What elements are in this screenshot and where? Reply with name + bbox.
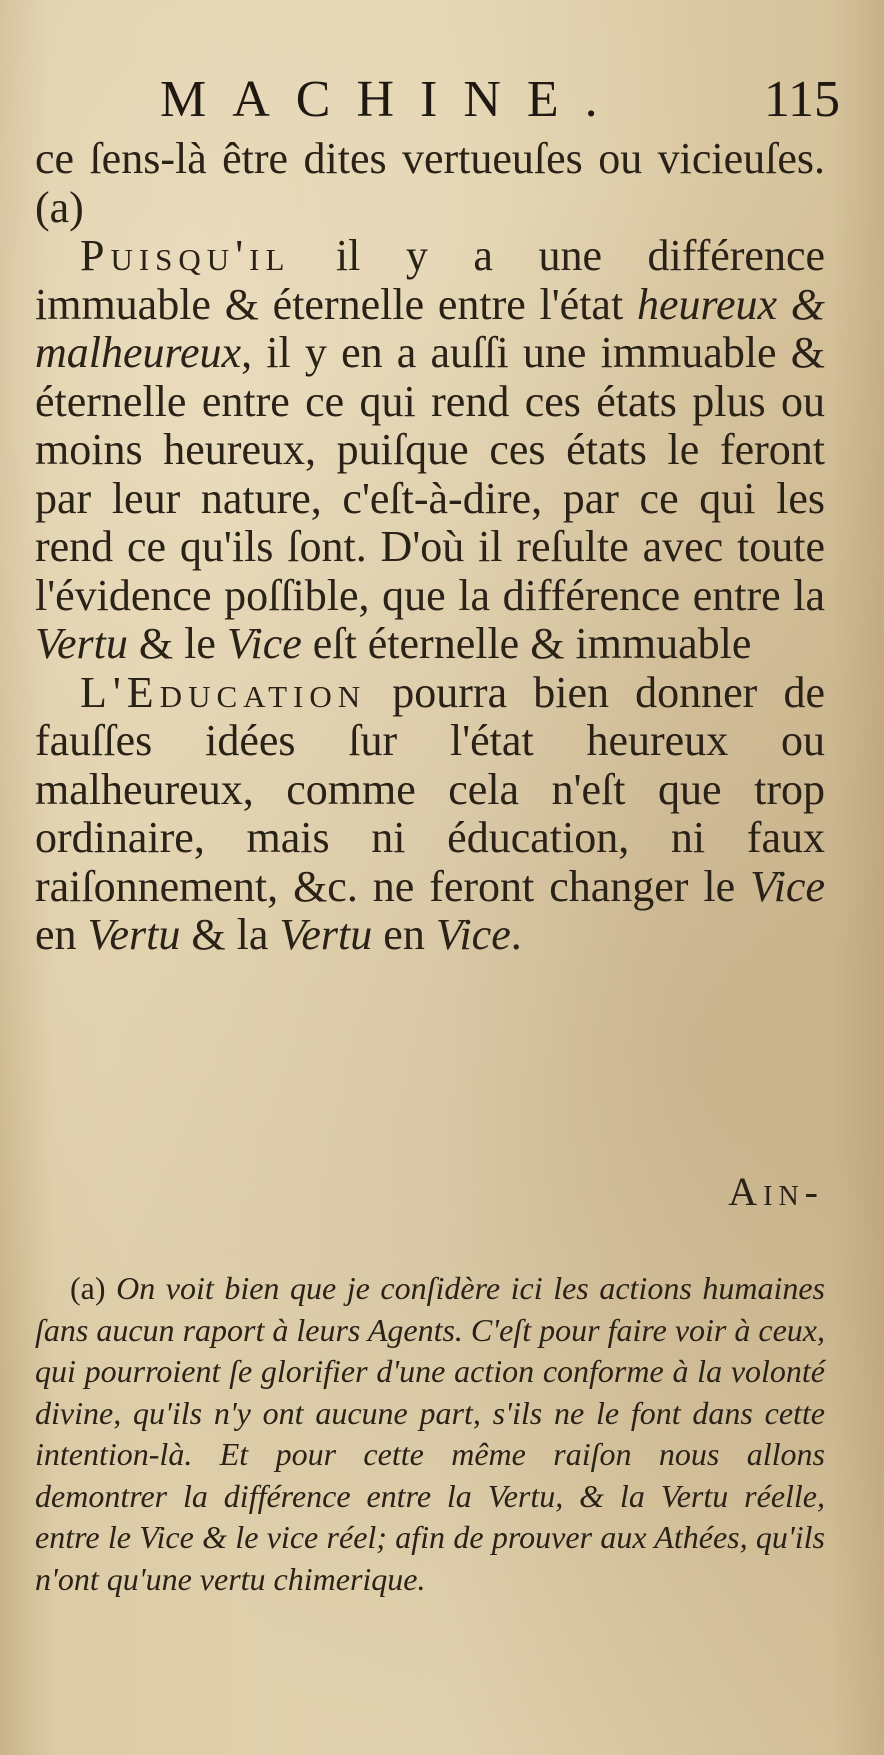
page-header — [160, 70, 840, 130]
paragraph-2-text-b: , il y en a auſſi une immuable & éternelle entre ce qui rend ces états plus ou moins heureux, puiſque ces états le feront par leur nature, c'eſt-à-dire, par ce qui les rend ce qu'ils ſont. D'où il reſulte avec toute l'évidence poſſible, que la différence entre la — [35, 328, 825, 620]
paragraph-3-text-c: & la — [180, 910, 280, 959]
paragraph-2 — [35, 232, 825, 669]
paragraph-2-italic: heureux & malheureux — [35, 279, 825, 377]
paragraph-1 — [35, 135, 825, 232]
paragraph-2-lead: Puisqu'il — [80, 231, 291, 280]
paragraph-3-vice-1: Vice — [750, 861, 825, 911]
paragraph-2-vertu: Vertu — [35, 619, 128, 668]
paragraph-3-lead: L'Education — [80, 667, 367, 717]
paragraph-2-vice: Vice — [226, 619, 302, 668]
paragraph-3 — [35, 669, 825, 960]
paragraph-3-text-a: pourra bien donner de fauſſes idées ſur l'état heureux ou malheureux, comme cela n'eſt que trop ordinaire, mais ni éducation, ni faux raiſonnement, &c. ne feront changer le — [35, 667, 825, 911]
page-number: 115 — [763, 71, 840, 128]
paragraph-3-vice-2: Vice — [435, 910, 511, 959]
paragraph-3-text-b: en — [35, 910, 88, 959]
paragraph-1-text: ce ſens-là être dites vertueuſes ou vicieuſes. (a) — [35, 134, 825, 232]
main-text — [35, 135, 825, 960]
footnote-mark: (a) — [70, 1270, 106, 1306]
paragraph-3-text-e: . — [510, 910, 522, 959]
running-title: MACHINE. — [160, 71, 624, 128]
paragraph-3-vertu-1: Vertu — [87, 910, 181, 959]
footnote-paragraph — [35, 1268, 825, 1600]
paragraph-2-text-d: eſt éternelle & immuable — [301, 619, 752, 668]
footnote-text: On voit bien que je conſidère ici les actions humaines ſans aucun raport à leurs Agents. C'eſt pour faire voir à ceux, qui pourroient ſe glorifier d'une action conforme à la volonté divine, qu'ils n'y ont aucune part, s'ils ne le font dans cette intention-là. Et pour cette même raiſon nous allons demontrer la différence entre la Vertu, & la Vertu réelle, entre le Vice & le vice réel; afin de prouver aux Athées, qu'ils n'ont qu'une vertu chimerique. — [35, 1270, 825, 1597]
footnote — [35, 1268, 825, 1600]
paragraph-3-text-d: en — [372, 910, 436, 959]
catchword: Ain- — [728, 1169, 824, 1214]
paragraph-3-vertu-2: Vertu — [279, 910, 373, 959]
paragraph-2-text-c: & le — [127, 619, 227, 668]
paragraph-2-text-a: il y a une différence immuable & éternelle entre l'état — [35, 231, 825, 329]
